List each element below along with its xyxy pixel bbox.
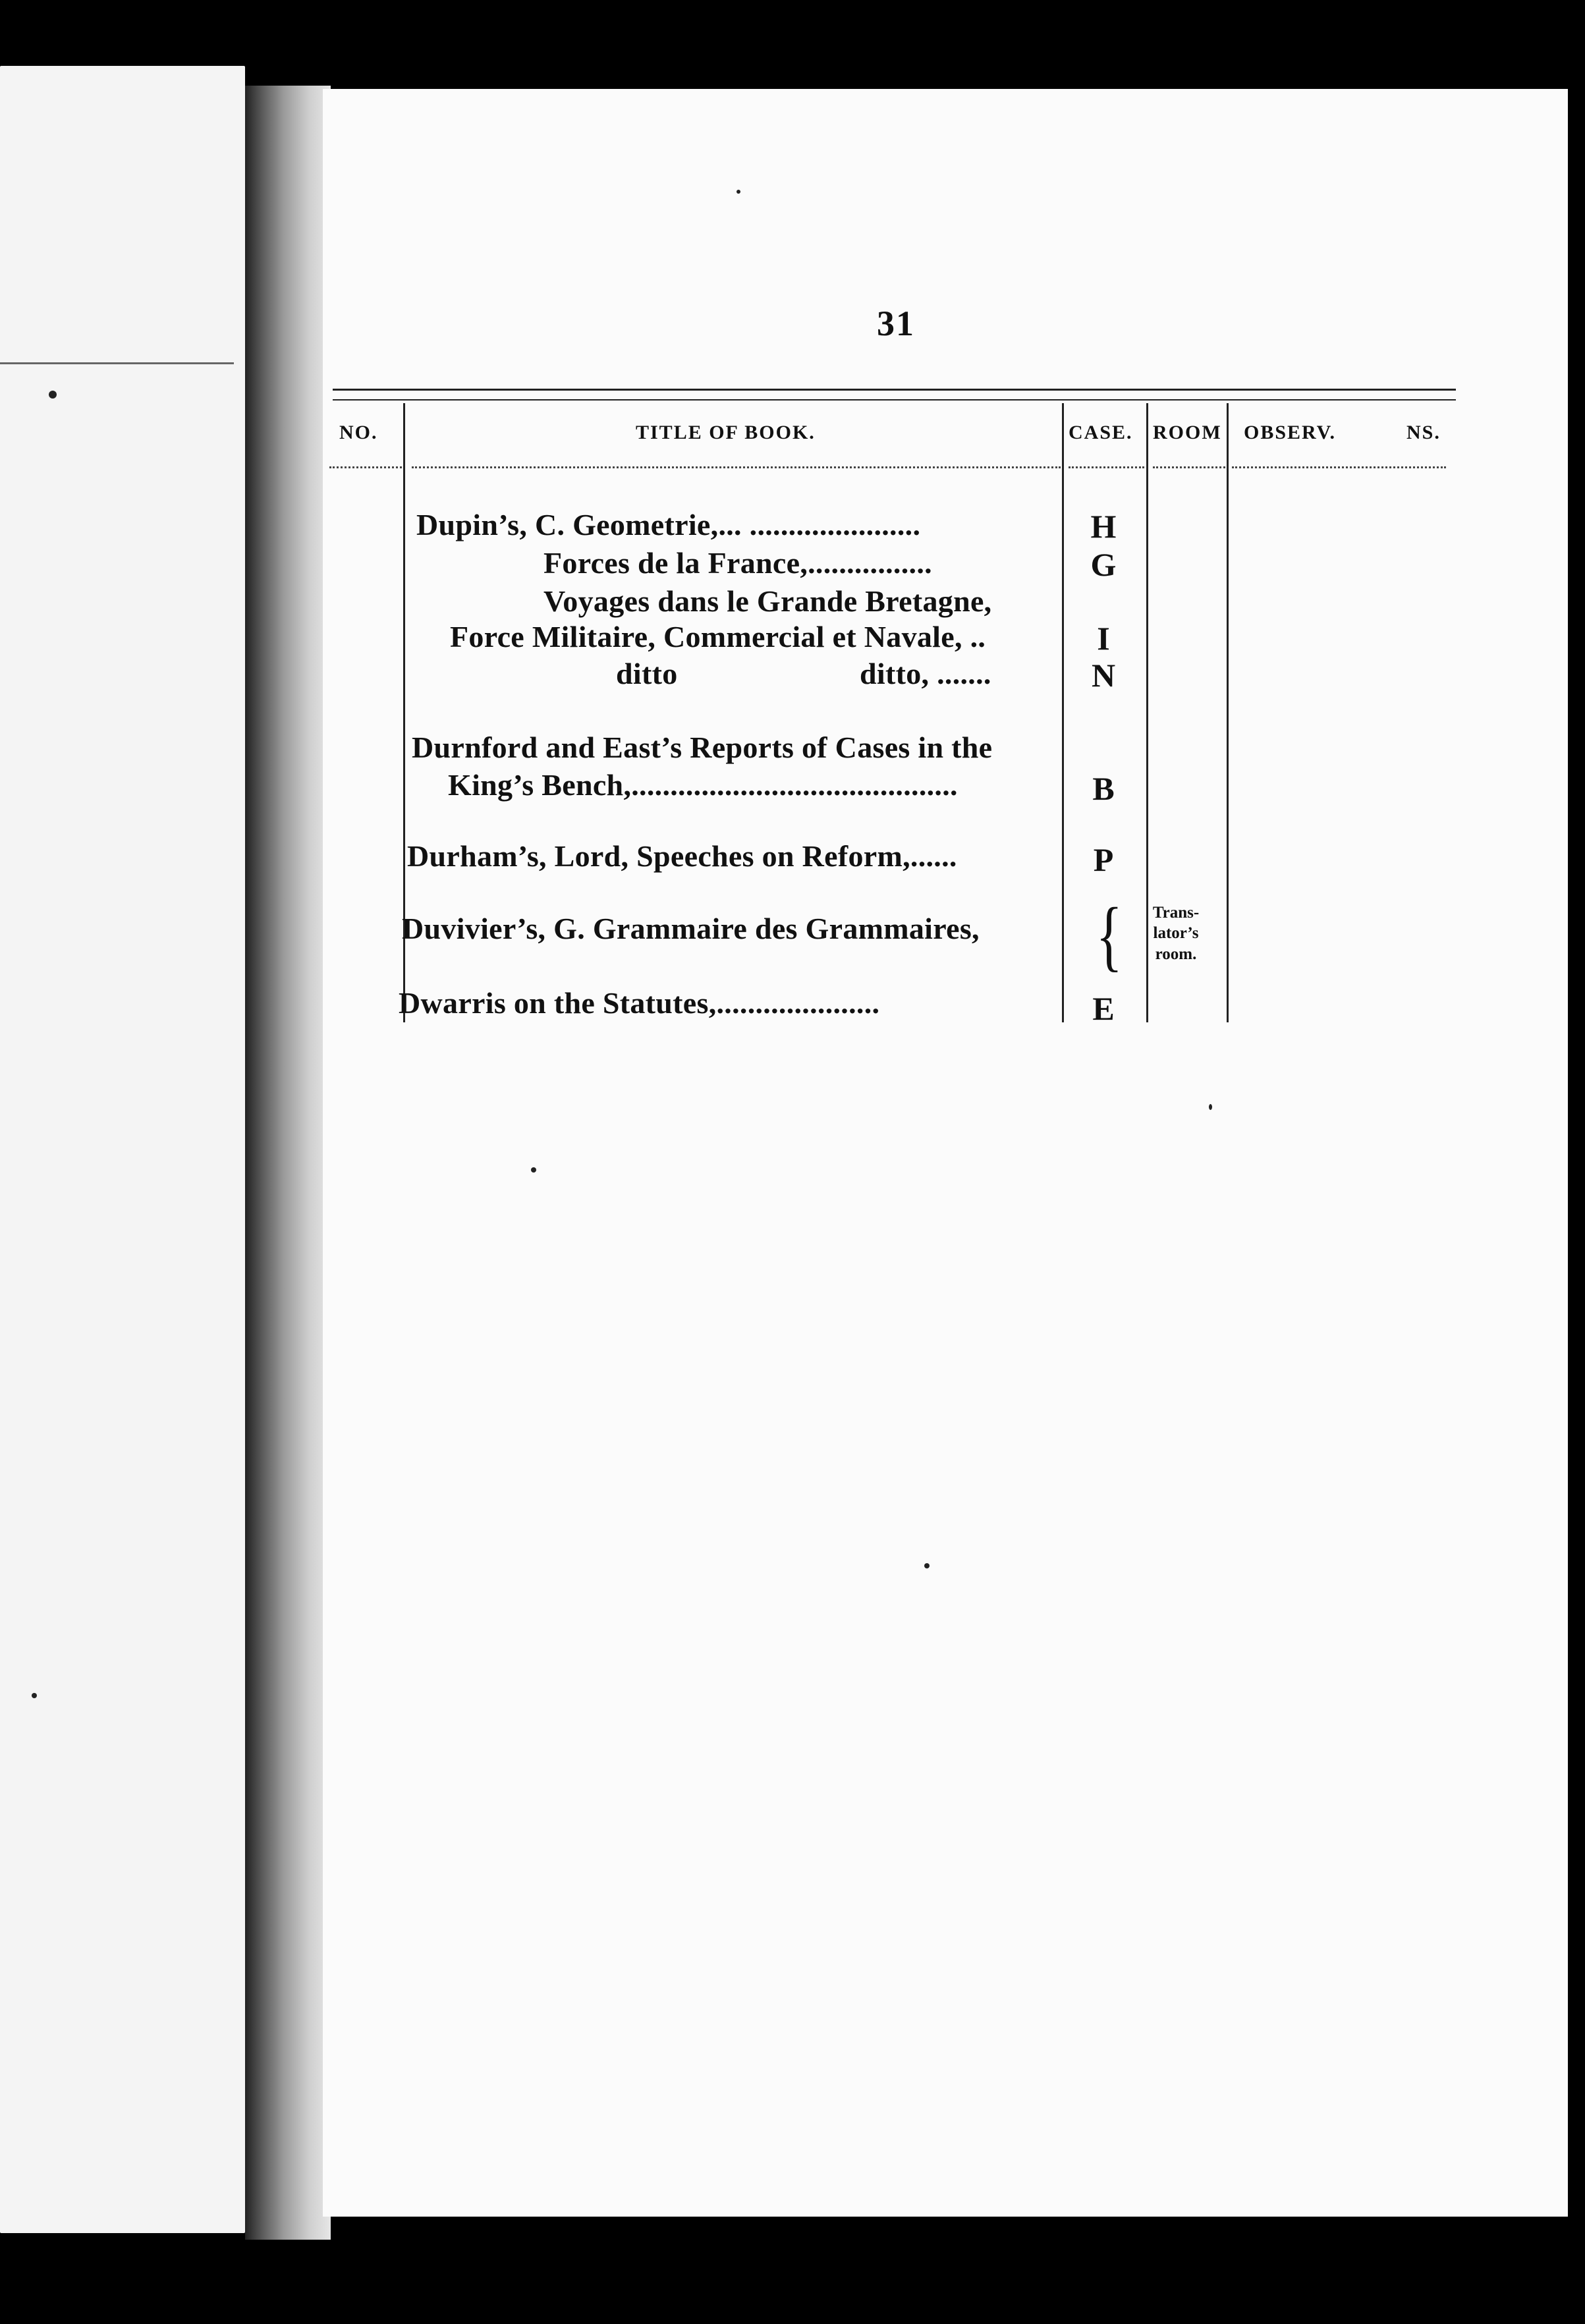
ink-dot (32, 1693, 37, 1698)
ink-dot (49, 391, 57, 399)
column-rule-title (1062, 403, 1064, 1022)
entry-case: E (1092, 990, 1115, 1027)
ink-speck (531, 1167, 536, 1173)
page-number: 31 (877, 304, 915, 343)
header-underline-observ (1232, 466, 1446, 468)
header-underline-title (412, 466, 1061, 468)
brace-mark: { (1096, 891, 1123, 979)
entry-title: Durham’s, Lord, Speeches on Reform,...... (407, 839, 957, 873)
column-rule-room (1227, 403, 1229, 1022)
room-note-line: Trans- (1152, 904, 1200, 922)
entry-case: H (1090, 508, 1117, 545)
entry-title: Duvivier’s, G. Grammaire des Grammaires, (402, 912, 980, 945)
column-header-observ: OBSERV. (1244, 422, 1336, 443)
entry-case: N (1091, 657, 1116, 694)
entry-case: I (1097, 620, 1110, 657)
entry-title: Force Militaire, Commercial et Navale, .. (450, 620, 986, 653)
ink-speck (1209, 1104, 1212, 1110)
right-page (323, 89, 1568, 2217)
header-underline-room (1153, 466, 1225, 468)
column-header-room: ROOM (1153, 422, 1222, 443)
column-header-no: NO. (339, 422, 378, 443)
column-header-ns: NS. (1406, 422, 1441, 443)
entry-case: P (1093, 841, 1114, 878)
left-page-rule (0, 362, 234, 364)
left-page (0, 66, 245, 2233)
column-header-case: CASE. (1069, 422, 1133, 443)
entry-title: Dupin’s, C. Geometrie,... ...................... (416, 508, 921, 541)
entry-title: Durnford and East’s Reports of Cases in the (412, 731, 993, 764)
room-note-line: room. (1155, 945, 1197, 963)
header-rule-top (333, 389, 1456, 391)
entry-title: Forces de la France,................ (543, 546, 932, 580)
entry-case: G (1090, 546, 1117, 583)
entry-title: Voyages dans le Grande Bretagne, (543, 584, 992, 618)
entry-title-ditto: ditto, ....... (860, 657, 991, 690)
entry-title: Dwarris on the Statutes,..................... (399, 986, 880, 1020)
ink-speck (924, 1563, 930, 1568)
room-note (1133, 902, 1219, 964)
column-header-title: TITLE OF BOOK. (636, 422, 816, 443)
entry-title: ditto (616, 657, 678, 690)
entry-title: King’s Bench,.......................................... (448, 768, 958, 802)
room-note-line: lator’s (1153, 924, 1199, 943)
header-underline-no (329, 466, 402, 468)
book-gutter (245, 86, 331, 2240)
entry-case: B (1092, 770, 1115, 807)
header-rule-bottom (333, 399, 1456, 401)
header-underline-case (1069, 466, 1144, 468)
ink-speck (737, 190, 740, 194)
